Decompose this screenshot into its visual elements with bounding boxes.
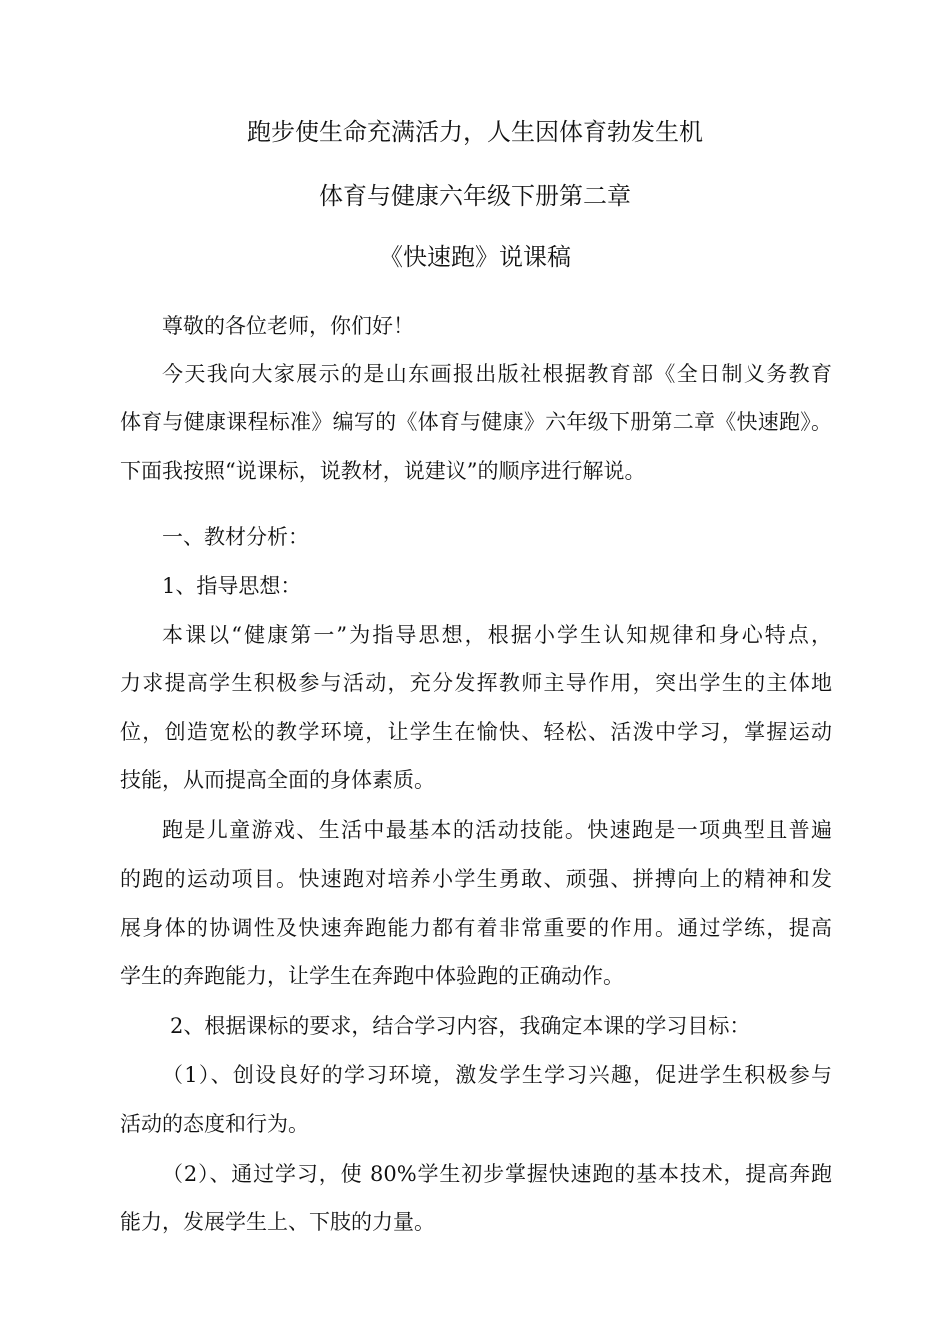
guiding-line-4: 技能，从而提高全面的身体素质。 [120, 768, 435, 792]
goal2-line-2: 能力，发展学生上、下肢的力量。 [120, 1210, 435, 1234]
main-title: 跑步使生命充满活力，人生因体育勃发生机 [247, 118, 703, 146]
running-line-2: 的跑的运动项目。快速跑对培养小学生勇敢、顽强、拼搏向上的精神和发 [120, 867, 832, 891]
guiding-line-1: 本课以“健康第一”为指导思想，根据小学生认知规律和身心特点， [162, 623, 832, 647]
running-line-3: 展身体的协调性及快速奔跑能力都有着非常重要的作用。通过学练，提高 [120, 916, 832, 940]
intro-line-3: 下面我按照“说课标，说教材，说建议”的顺序进行解说。 [120, 459, 646, 483]
goal1-line-2: 活动的态度和行为。 [120, 1112, 309, 1136]
subsection-heading-2: 2、根据课标的要求，结合学习内容，我确定本课的学习目标： [170, 1014, 751, 1038]
section-heading-1: 一、教材分析： [162, 525, 309, 549]
goal2-line-1: （2）、通过学习，使 80%学生初步掌握快速跑的基本技术，提高奔跑 [162, 1162, 832, 1186]
running-line-1: 跑是儿童游戏、生活中最基本的活动技能。快速跑是一项典型且普遍 [162, 818, 832, 842]
goal1-line-1: （1）、创设良好的学习环境，激发学生学习兴趣，促进学生积极参与 [162, 1063, 832, 1087]
subsection-heading-1: 1、指导思想： [162, 574, 302, 598]
lesson-title: 《快速跑》说课稿 [379, 243, 571, 271]
running-line-4: 学生的奔跑能力，让学生在奔跑中体验跑的正确动作。 [120, 964, 624, 988]
intro-line-2: 体育与健康课程标准》编写的《体育与健康》六年级下册第二章《快速跑》。 [120, 410, 832, 434]
intro-line-1: 今天我向大家展示的是山东画报出版社根据教育部《全日制义务教育 [162, 362, 832, 386]
greeting: 尊敬的各位老师，你们好！ [162, 314, 414, 338]
chapter-title: 体育与健康六年级下册第二章 [319, 182, 631, 210]
guiding-line-3: 位，创造宽松的教学环境，让学生在愉快、轻松、活泼中学习，掌握运动 [120, 720, 832, 744]
guiding-line-2: 力求提高学生积极参与活动，充分发挥教师主导作用，突出学生的主体地 [120, 671, 832, 695]
